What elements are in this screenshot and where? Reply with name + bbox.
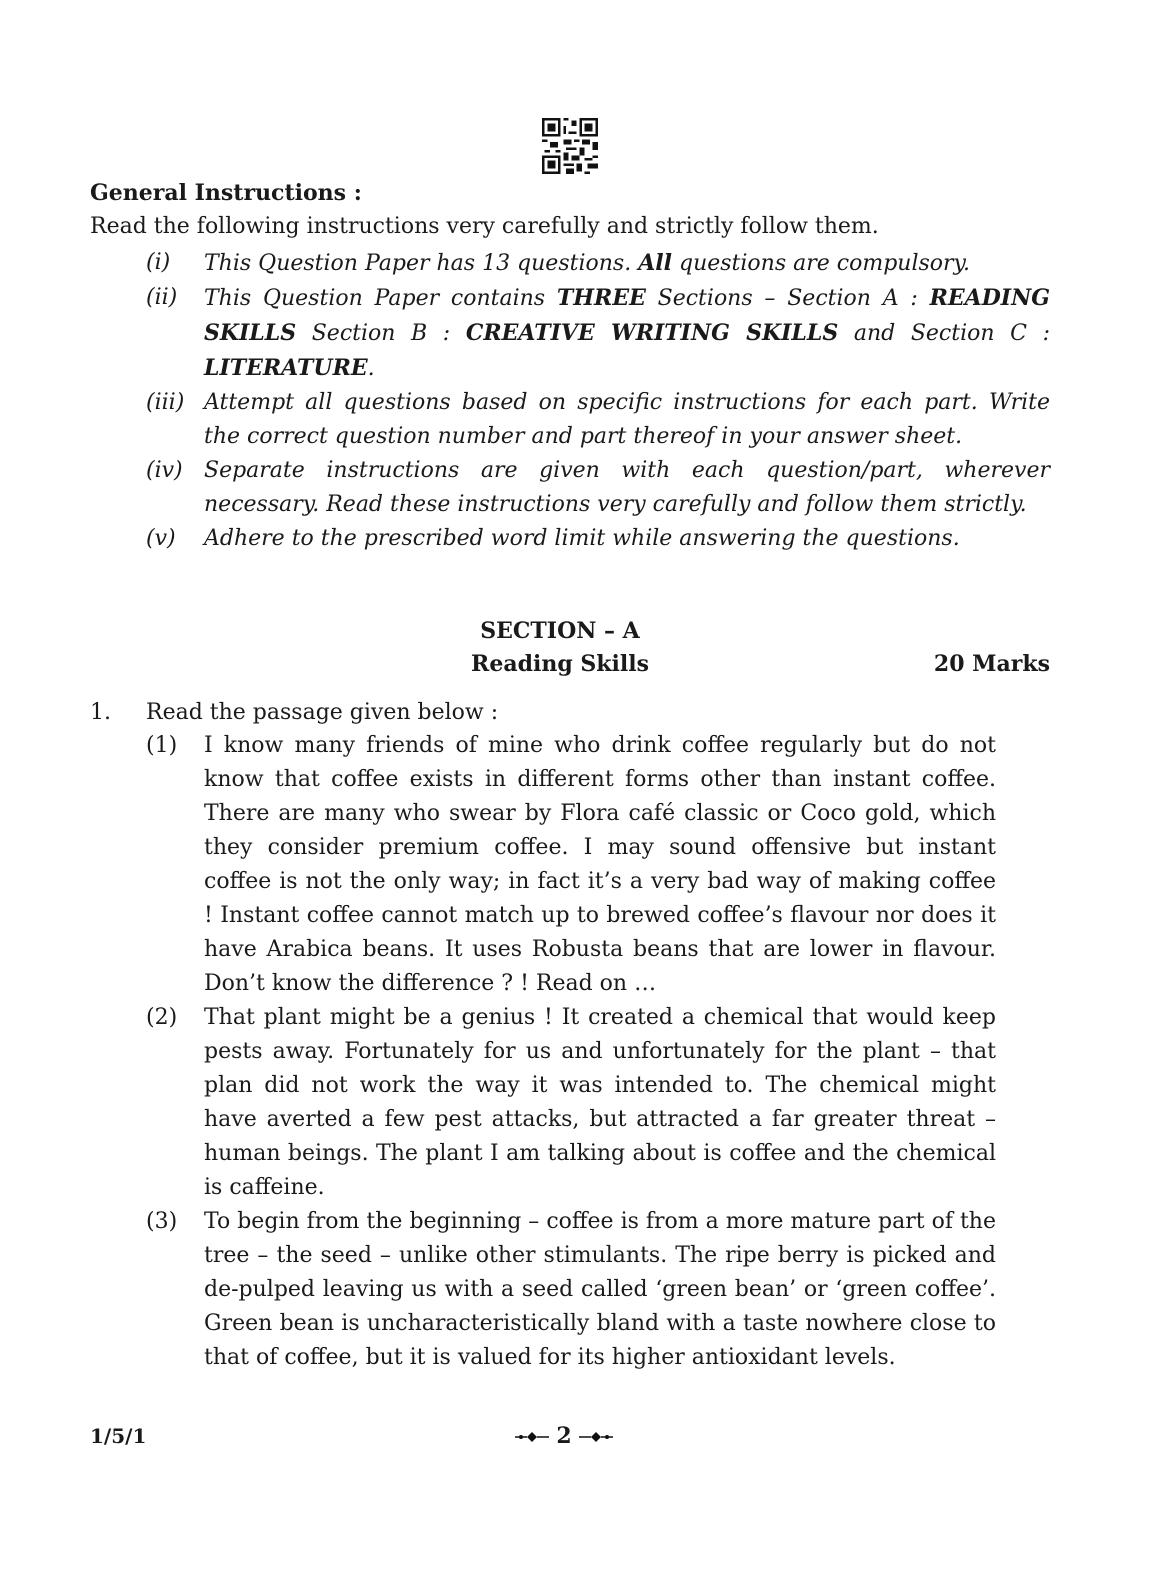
- section-marks: 20 Marks: [933, 651, 1050, 677]
- passage: [146, 729, 996, 1375]
- paragraph-number: (1): [146, 733, 178, 758]
- instruction-number: (v): [146, 526, 176, 551]
- paper-code: 1/5/1: [90, 1424, 147, 1448]
- instruction-number: (iii): [146, 390, 185, 415]
- page-number: 2: [556, 1423, 572, 1449]
- instruction-number: (i): [146, 250, 171, 275]
- instruction-text: Separate instructions are given with each question/part, wherever necessary. Read these instructions very carefully and follow them strictly.: [204, 458, 1050, 517]
- general-instructions-intro: Read the following instructions very carefully and strictly follow them.: [90, 214, 879, 239]
- paragraph-text: I know many friends of mine who drink coffee regularly but do not know that coffee exists in different forms other than instant coffee. There are many who swear by Flora café classic or Coco gold, which they consider premium coffee. I may sound offensive but instant coffee is not the only way; in fact it’s a very bad way of making coffee ! Instant coffee cannot match up to brewed coffee’s flavour nor does it have Arabica beans. It uses Robusta beans that are lower in flavour. Don’t know the difference ? ! Read on …: [204, 733, 996, 996]
- instruction-item: [146, 246, 1050, 281]
- paragraph-text: To begin from the beginning – coffee is from a more mature part of the tree – the seed – unlike other stimulants. The ripe berry is picked and de-pulped leaving us with a seed called ‘green bean’ or ‘green coffee’. Green bean is uncharacteristically bland with a taste nowhere close to that of coffee, but it is valued for its higher antioxidant levels.: [204, 1209, 996, 1370]
- instruction-text: Adhere to the prescribed word limit while answering the questions.: [204, 526, 960, 551]
- paragraph-text: That plant might be a genius ! It created a chemical that would keep pests away. Fortunately for us and unfortunately for the plant – that plan did not work the way it was intended to. The chemical might have averted a few pest attacks, but attracted a far greater threat – human beings. The plant I am talking about is coffee and the chemical is caffeine.: [204, 1005, 996, 1200]
- ornament-right-icon: [579, 1431, 613, 1443]
- section-title: SECTION – A: [480, 618, 640, 644]
- section-subtitle: Reading Skills: [471, 651, 649, 677]
- instruction-number: (ii): [146, 285, 178, 310]
- instruction-item: [146, 281, 1050, 386]
- instruction-text: This Question Paper contains THREE Sections – Section A : READING SKILLS Section B : CREATIVE WRITING SKILLS and Section C : LITERATURE.: [204, 285, 1050, 381]
- instruction-item: [146, 386, 1050, 454]
- paragraph-number: (3): [146, 1209, 178, 1234]
- qr-code-image: [542, 118, 598, 174]
- instruction-item: [146, 522, 1050, 556]
- question-number: 1.: [90, 700, 111, 725]
- instructions-list: [146, 246, 1050, 556]
- instruction-number: (iv): [146, 458, 183, 483]
- instruction-text: Attempt all questions based on specific instructions for each part. Write the correct question number and part thereof in your answer sheet.: [204, 390, 1050, 449]
- instruction-item: [146, 454, 1050, 522]
- paragraph-number: (2): [146, 1005, 178, 1030]
- passage-paragraph: [146, 1001, 996, 1205]
- page-number-footer: [0, 1423, 1128, 1449]
- question-prompt: Read the passage given below :: [146, 700, 499, 725]
- passage-paragraph: [146, 729, 996, 1001]
- general-instructions-title: General Instructions :: [90, 180, 362, 206]
- instruction-text: This Question Paper has 13 questions. All questions are compulsory.: [204, 250, 971, 276]
- ornament-left-icon: [515, 1431, 549, 1443]
- passage-paragraph: [146, 1205, 996, 1375]
